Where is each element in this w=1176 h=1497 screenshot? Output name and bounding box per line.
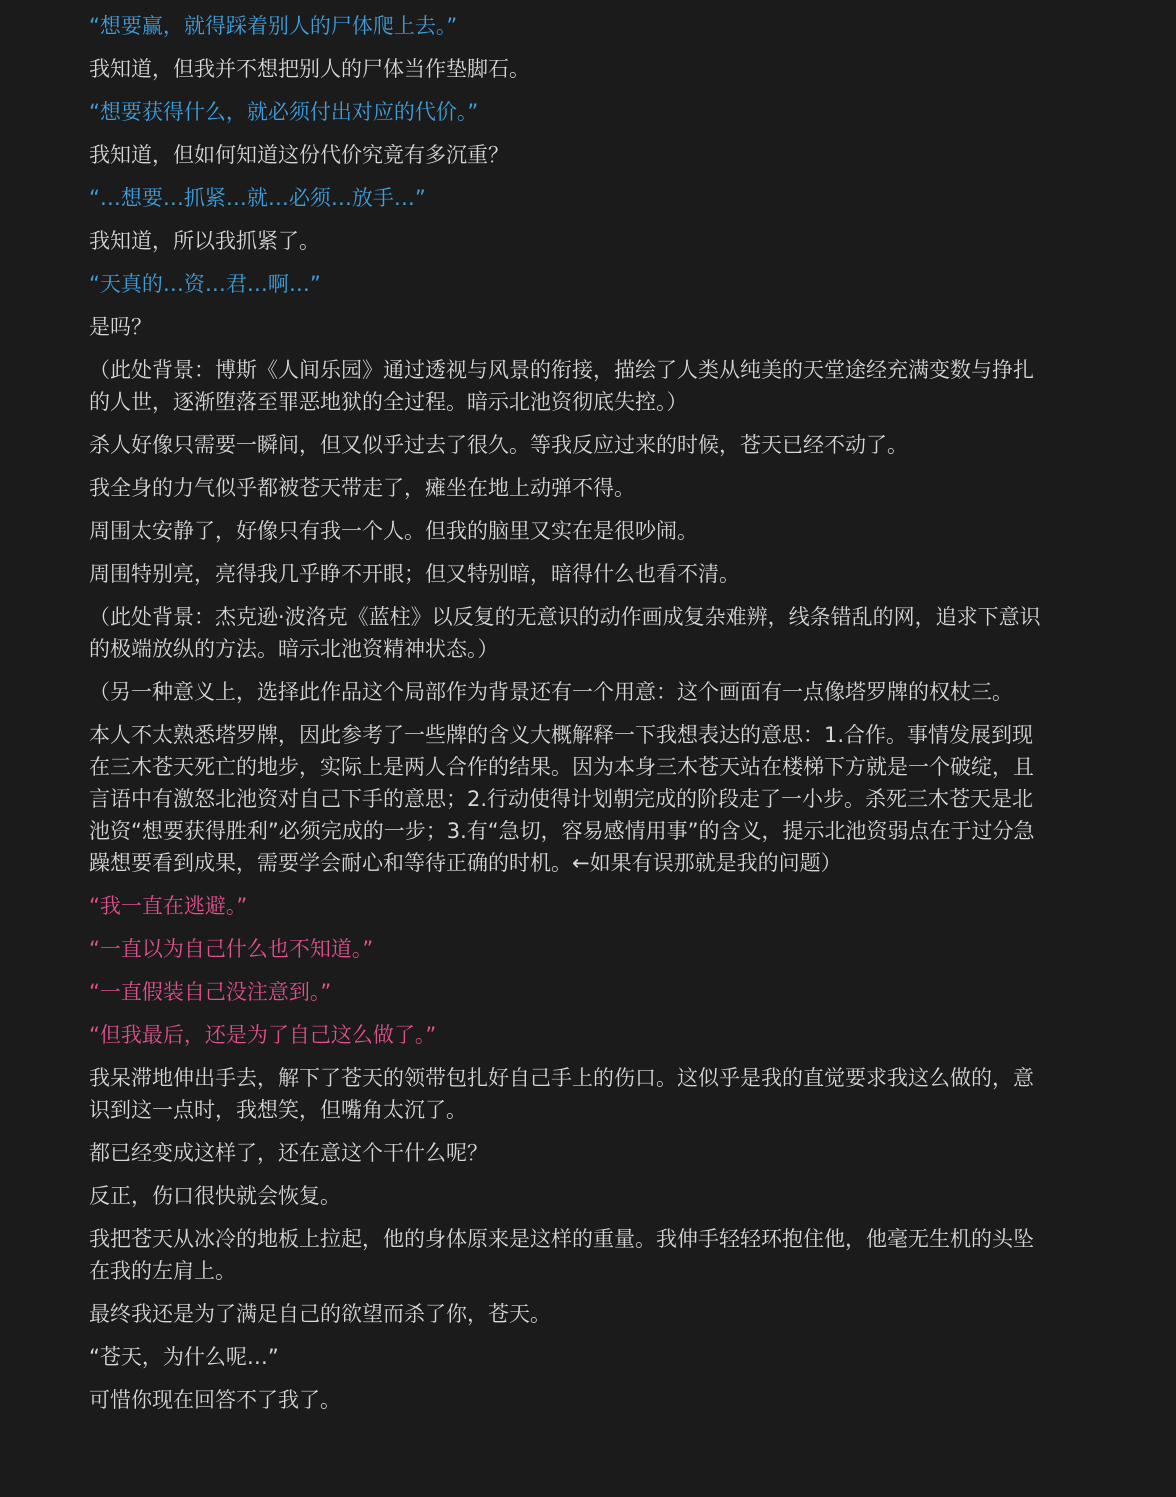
narration-line: 我知道，但我并不想把别人的尸体当作垫脚石。 (89, 57, 530, 81)
dialogue-line: “我一直在逃避。” (89, 894, 248, 918)
narration-line: 我把苍天从冰冷的地板上拉起，他的身体原来是这样的重量。我伸手轻轻环抱住他，他毫无生机的头坠在我的左肩上。 (89, 1227, 1034, 1283)
narration-line: 可惜你现在回答不了我了。 (89, 1388, 341, 1412)
article-body (89, 10, 1049, 1416)
narration-line: 我知道，但如何知道这份代价究竟有多沉重？ (89, 143, 509, 167)
dialogue-line: “但我最后，还是为了自己这么做了。” (89, 1023, 437, 1047)
narration-line: 周围太安静了，好像只有我一个人。但我的脑里又实在是很吵闹。 (89, 519, 698, 543)
narration-line: 我全身的力气似乎都被苍天带走了，瘫坐在地上动弹不得。 (89, 476, 635, 500)
background-note: （此处背景：杰克逊·波洛克《蓝柱》以反复的无意识的动作画成复杂难辨，线条错乱的网，追求下意识的极端放纵的方法。暗示北池资精神状态。） (89, 605, 1041, 661)
background-note: （此处背景：博斯《人间乐园》通过透视与风景的衔接，描绘了人类从纯美的天堂途经充满变数与挣扎的人世，逐渐堕落至罪恶地狱的全过程。暗示北池资彻底失控。） (89, 358, 1034, 414)
dialogue-line: “…想要…抓紧…就…必须…放手…” (89, 186, 426, 210)
narration-line: 我呆滞地伸出手去，解下了苍天的领带包扎好自己手上的伤口。这似乎是我的直觉要求我这么做的，意识到这一点时，我想笑，但嘴角太沉了。 (89, 1066, 1034, 1122)
dialogue-line: “天真的…资…君…啊…” (89, 272, 321, 296)
narration-line: 我知道，所以我抓紧了。 (89, 229, 320, 253)
dialogue-line: “想要赢，就得踩着别人的尸体爬上去。” (89, 14, 458, 38)
dialogue-line: “想要获得什么，就必须付出对应的代价。” (89, 100, 479, 124)
dialogue-line: “一直以为自己什么也不知道。” (89, 937, 374, 961)
narration-line: 反正，伤口很快就会恢复。 (89, 1184, 341, 1208)
narration-line: 都已经变成这样了，还在意这个干什么呢？ (89, 1141, 488, 1165)
dialogue-line: “一直假装自己没注意到。” (89, 980, 332, 1004)
narration-line: 周围特别亮，亮得我几乎睁不开眼；但又特别暗，暗得什么也看不清。 (89, 562, 740, 586)
dialogue-line: “苍天，为什么呢…” (89, 1345, 279, 1369)
author-note: （另一种意义上，选择此作品这个局部作为背景还有一个用意：这个画面有一点像塔罗牌的权杖三。 (89, 680, 1013, 704)
narration-line: 杀人好像只需要一瞬间，但又似乎过去了很久。等我反应过来的时候，苍天已经不动了。 (89, 433, 908, 457)
narration-line: 最终我还是为了满足自己的欲望而杀了你，苍天。 (89, 1302, 551, 1326)
author-note: 本人不太熟悉塔罗牌，因此参考了一些牌的含义大概解释一下我想表达的意思：1.合作。事情发展到现在三木苍天死亡的地步，实际上是两人合作的结果。因为本身三木苍天站在楼梯下方就是一个破绽，且言语中有激怒北池资对自己下手的意思；2.行动使得计划朝完成的阶段走了一小步。杀死三木苍天是北池资“想要获得胜利”必须完成的一步；3.有“急切，容易感情用事”的含义，提示北池资弱点在于过分急躁想要看到成果，需要学会耐心和等待正确的时机。←如果有误那就是我的问题） (89, 723, 1035, 875)
narration-line: 是吗？ (89, 315, 152, 339)
